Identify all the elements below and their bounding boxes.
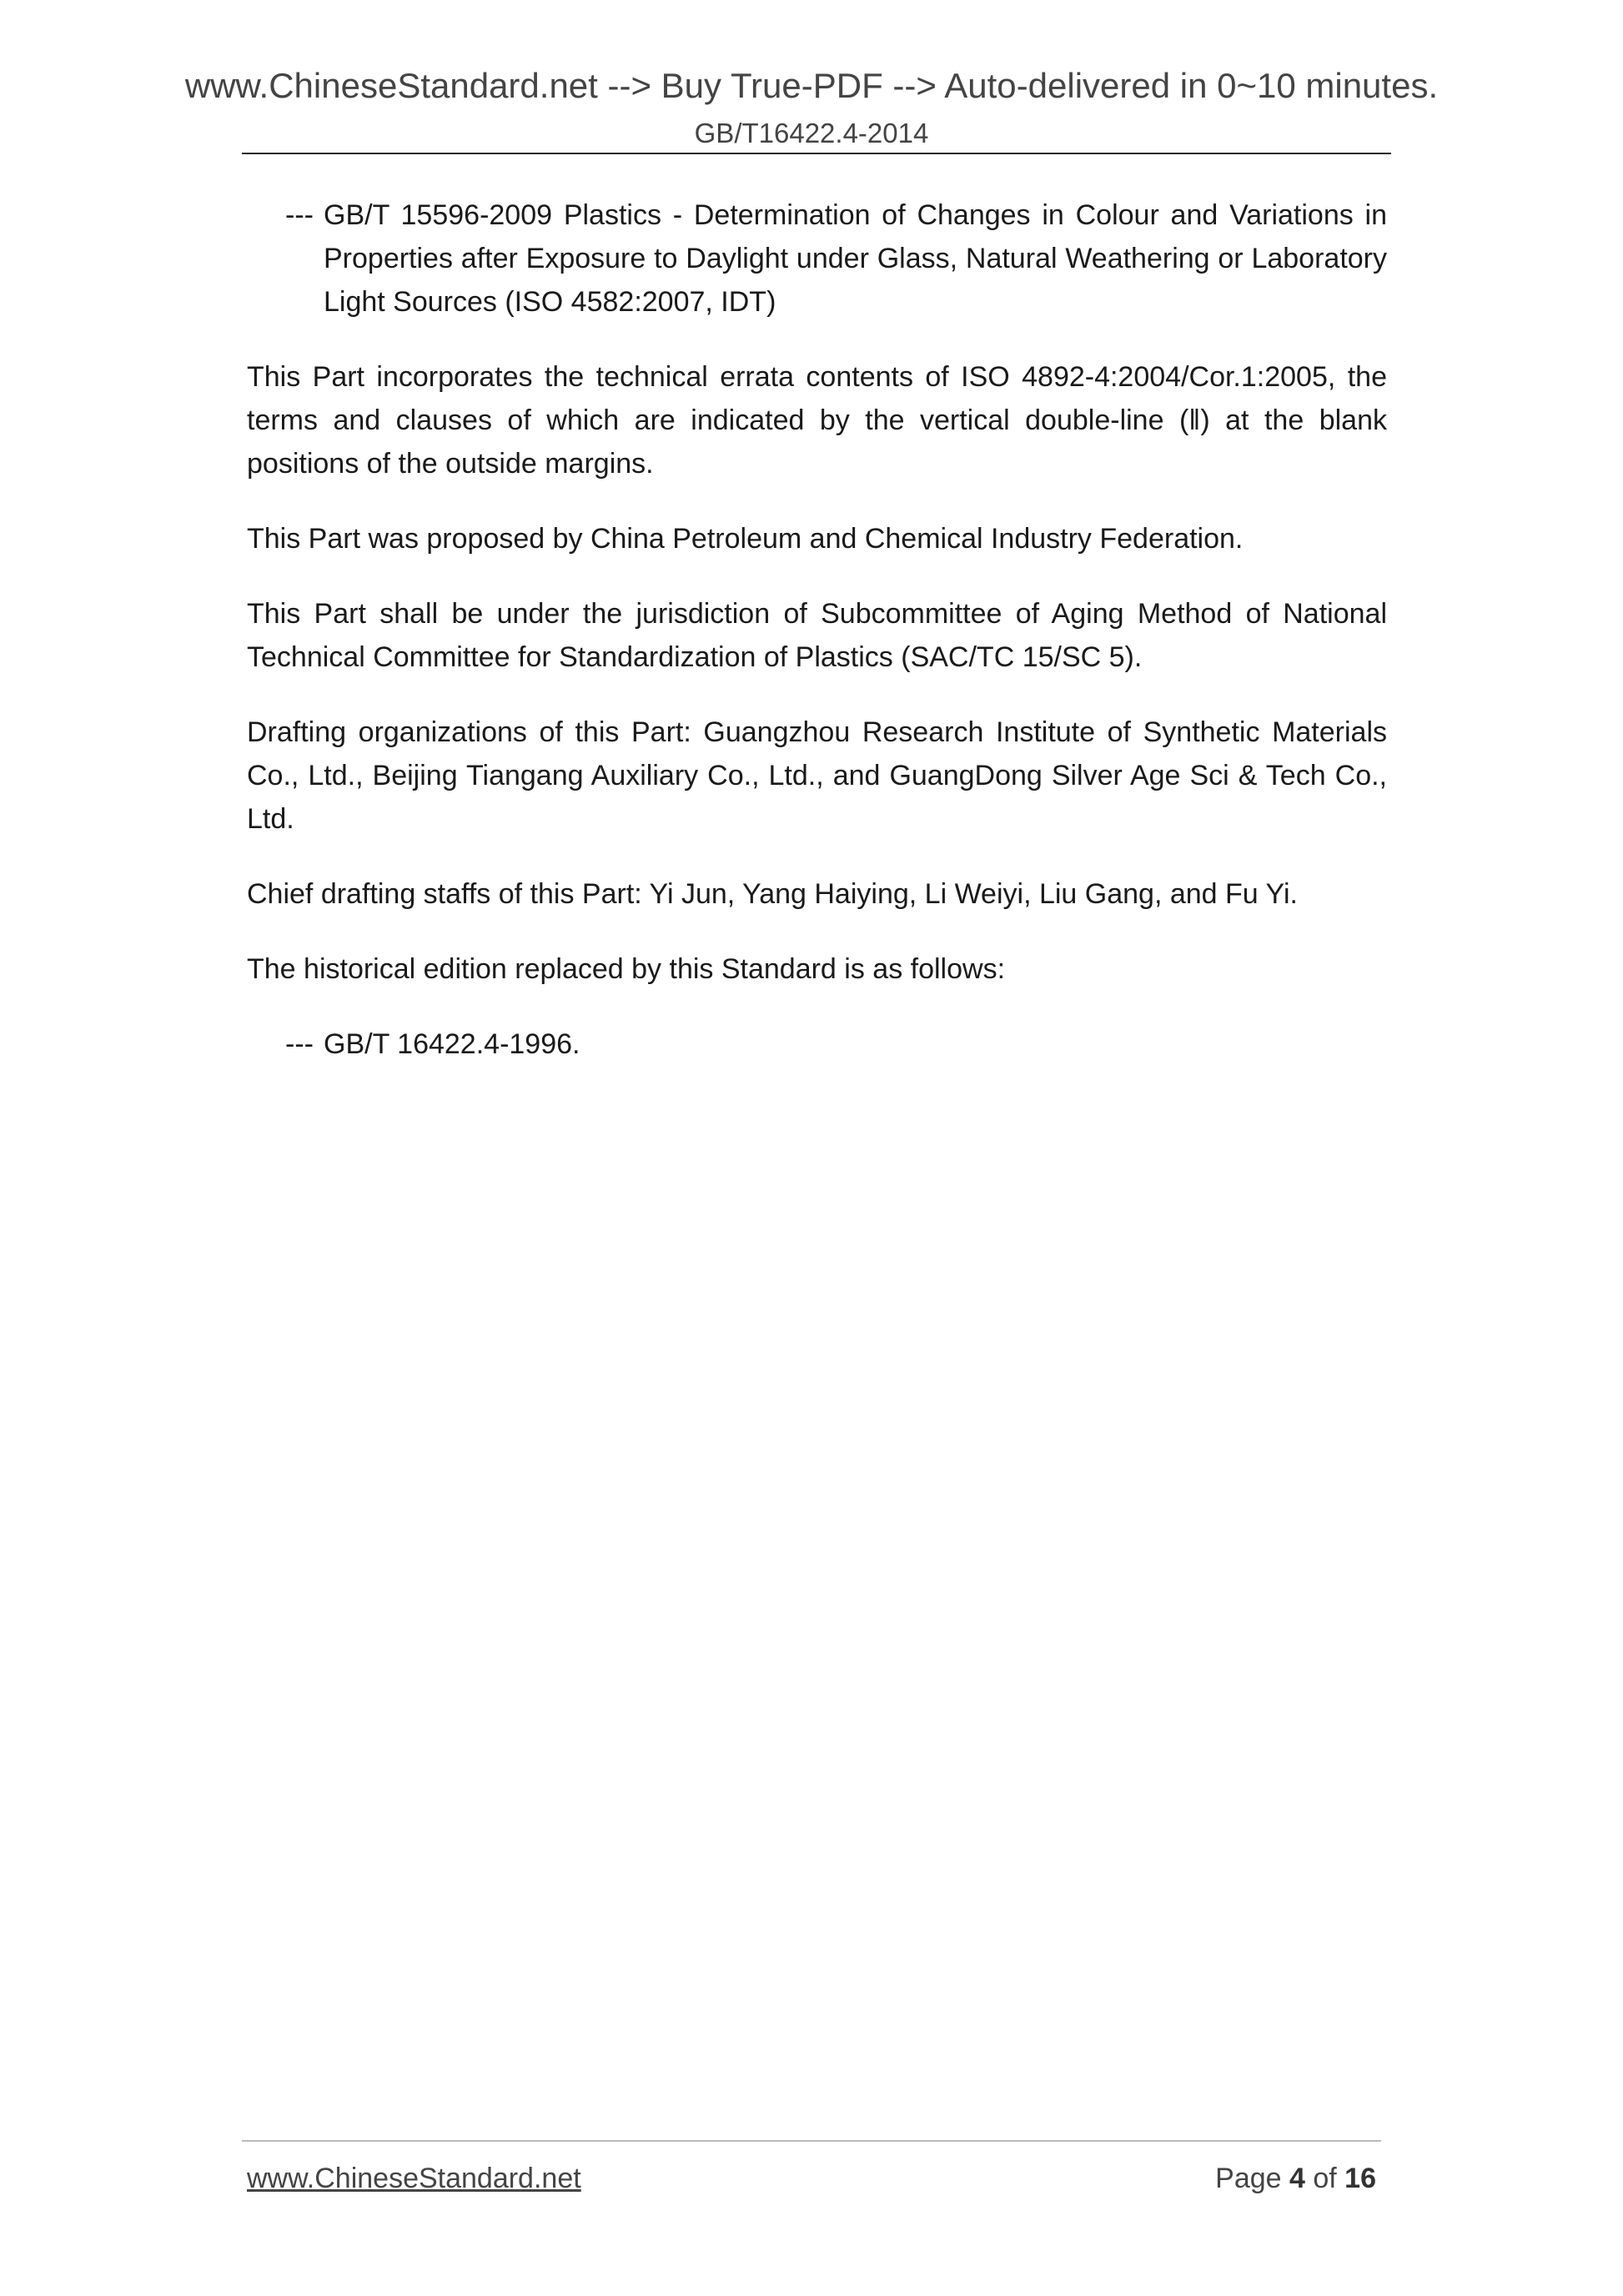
paragraph-proposed: This Part was proposed by China Petroleum and Chemical Industry Federation.: [247, 523, 1244, 555]
page-of: of: [1304, 2163, 1345, 2194]
paragraph-drafting-staff: Chief drafting staffs of this Part: Yi Jun, Yang Haiying, Li Weiyi, Liu Gang, and Fu Yi.: [247, 878, 1298, 910]
list-dash: ---: [285, 1028, 314, 1060]
page-total: 16: [1344, 2163, 1376, 2194]
paragraph-history: The historical edition replaced by this Standard is as follows:: [247, 953, 1006, 985]
page-current: 4: [1289, 2163, 1305, 2194]
page-indicator: [1215, 2162, 1376, 2195]
reference-text: GB/T 15596-2009 Plastics - Determination of Changes in Colour and Variations in Properties after Exposure to Daylight under Glass, Natural Weathering or Laboratory Light Sources (ISO 4582:2007, IDT): [324, 199, 1387, 318]
footer-divider: [242, 2140, 1381, 2142]
standard-code: GB/T16422.4-2014: [694, 118, 929, 148]
history-list-item: [247, 1022, 1387, 1066]
list-dash: ---: [285, 199, 314, 231]
header-banner: www.ChineseStandard.net --> Buy True-PDF --> Auto-delivered in 0~10 minutes.: [184, 66, 1439, 105]
paragraph-jurisdiction: This Part shall be under the jurisdiction of Subcommittee of Aging Method of National Technical Committee for Standardization of Plastics (SAC/TC 15/SC 5).: [247, 598, 1387, 673]
header-divider: [242, 153, 1391, 154]
footer-site-link[interactable]: www.ChineseStandard.net: [247, 2163, 581, 2194]
paragraph-drafting-organizations: Drafting organizations of this Part: Guangzhou Research Institute of Synthetic Materials Co., Ltd., Beijing Tiangang Auxiliary Co., Ltd., and GuangDong Silver Age Sci & Tech Co., Ltd.: [247, 716, 1387, 835]
paragraph-errata: This Part incorporates the technical errata contents of ISO 4892-4:2004/Cor.1:2005, the terms and clauses of which are indicated by the vertical double-line (‖) at the blank positions of the outside margins.: [247, 361, 1387, 480]
document-body: [247, 193, 1387, 1098]
history-text: GB/T 16422.4-1996.: [324, 1028, 580, 1060]
reference-list-item: [247, 193, 1387, 324]
page-prefix: Page: [1215, 2163, 1289, 2194]
